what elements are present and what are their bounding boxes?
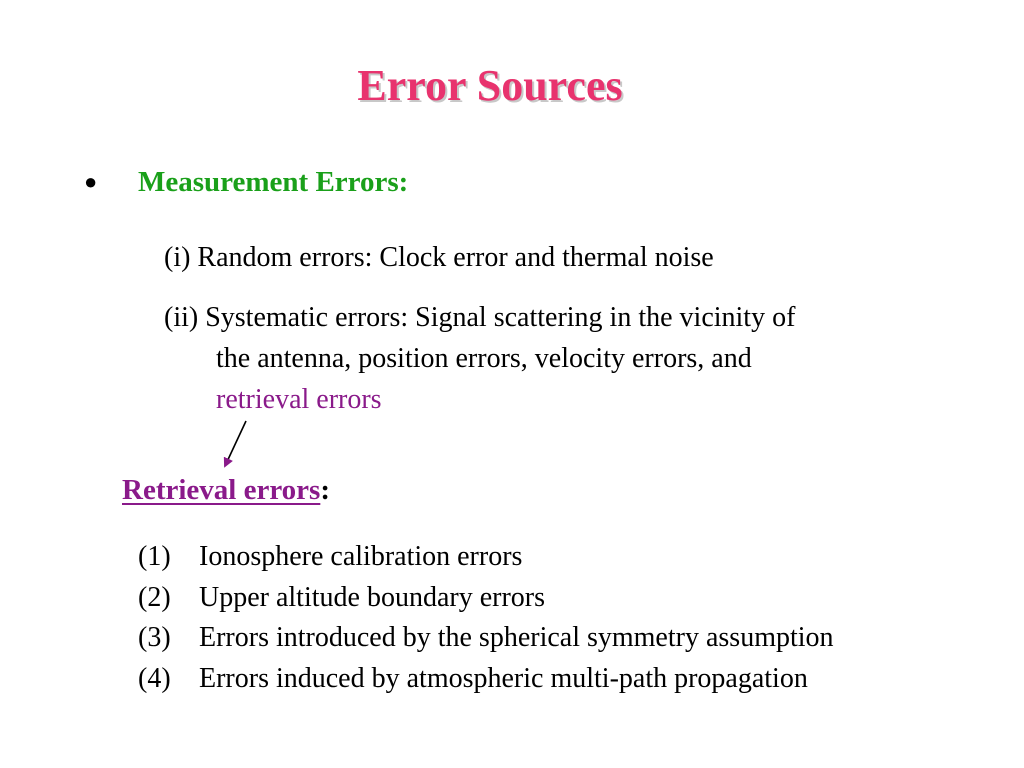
retrieval-errors-list xyxy=(138,537,834,699)
list-item-text: Ionosphere calibration errors xyxy=(199,541,523,572)
list-item-text: Upper altitude boundary errors xyxy=(199,581,545,613)
retrieval-errors-heading xyxy=(122,470,330,510)
systematic-errors-retrieval-link-text: retrieval errors xyxy=(216,384,382,415)
list-item-number: (1) xyxy=(138,541,171,572)
measurement-errors-heading: Measurement Errors: xyxy=(138,166,409,198)
bullet-dot-icon: ● xyxy=(84,169,98,194)
list-item-number: (4) xyxy=(138,662,171,694)
list-item-text: Errors induced by atmospheric multi-path propagation xyxy=(199,662,808,694)
list-item xyxy=(138,578,834,619)
list-item-number: (3) xyxy=(138,622,171,654)
systematic-errors-line-2: the antenna, position errors, velocity errors, and xyxy=(216,343,752,374)
retrieval-errors-colon: : xyxy=(320,474,330,506)
list-item-number: (2) xyxy=(138,581,171,613)
slide-title-text: Error Sources xyxy=(357,61,623,110)
list-item xyxy=(138,537,834,578)
random-errors-line: (i) Random errors: Clock error and thermal noise xyxy=(164,242,714,273)
systematic-errors-line-1: (ii) Systematic errors: Signal scattering in the vicinity of xyxy=(164,302,796,333)
list-item-text: Errors introduced by the spherical symmetry assumption xyxy=(199,622,834,654)
retrieval-errors-heading-text: Retrieval errors xyxy=(122,474,321,506)
list-item xyxy=(138,618,834,659)
list-item xyxy=(138,659,834,700)
